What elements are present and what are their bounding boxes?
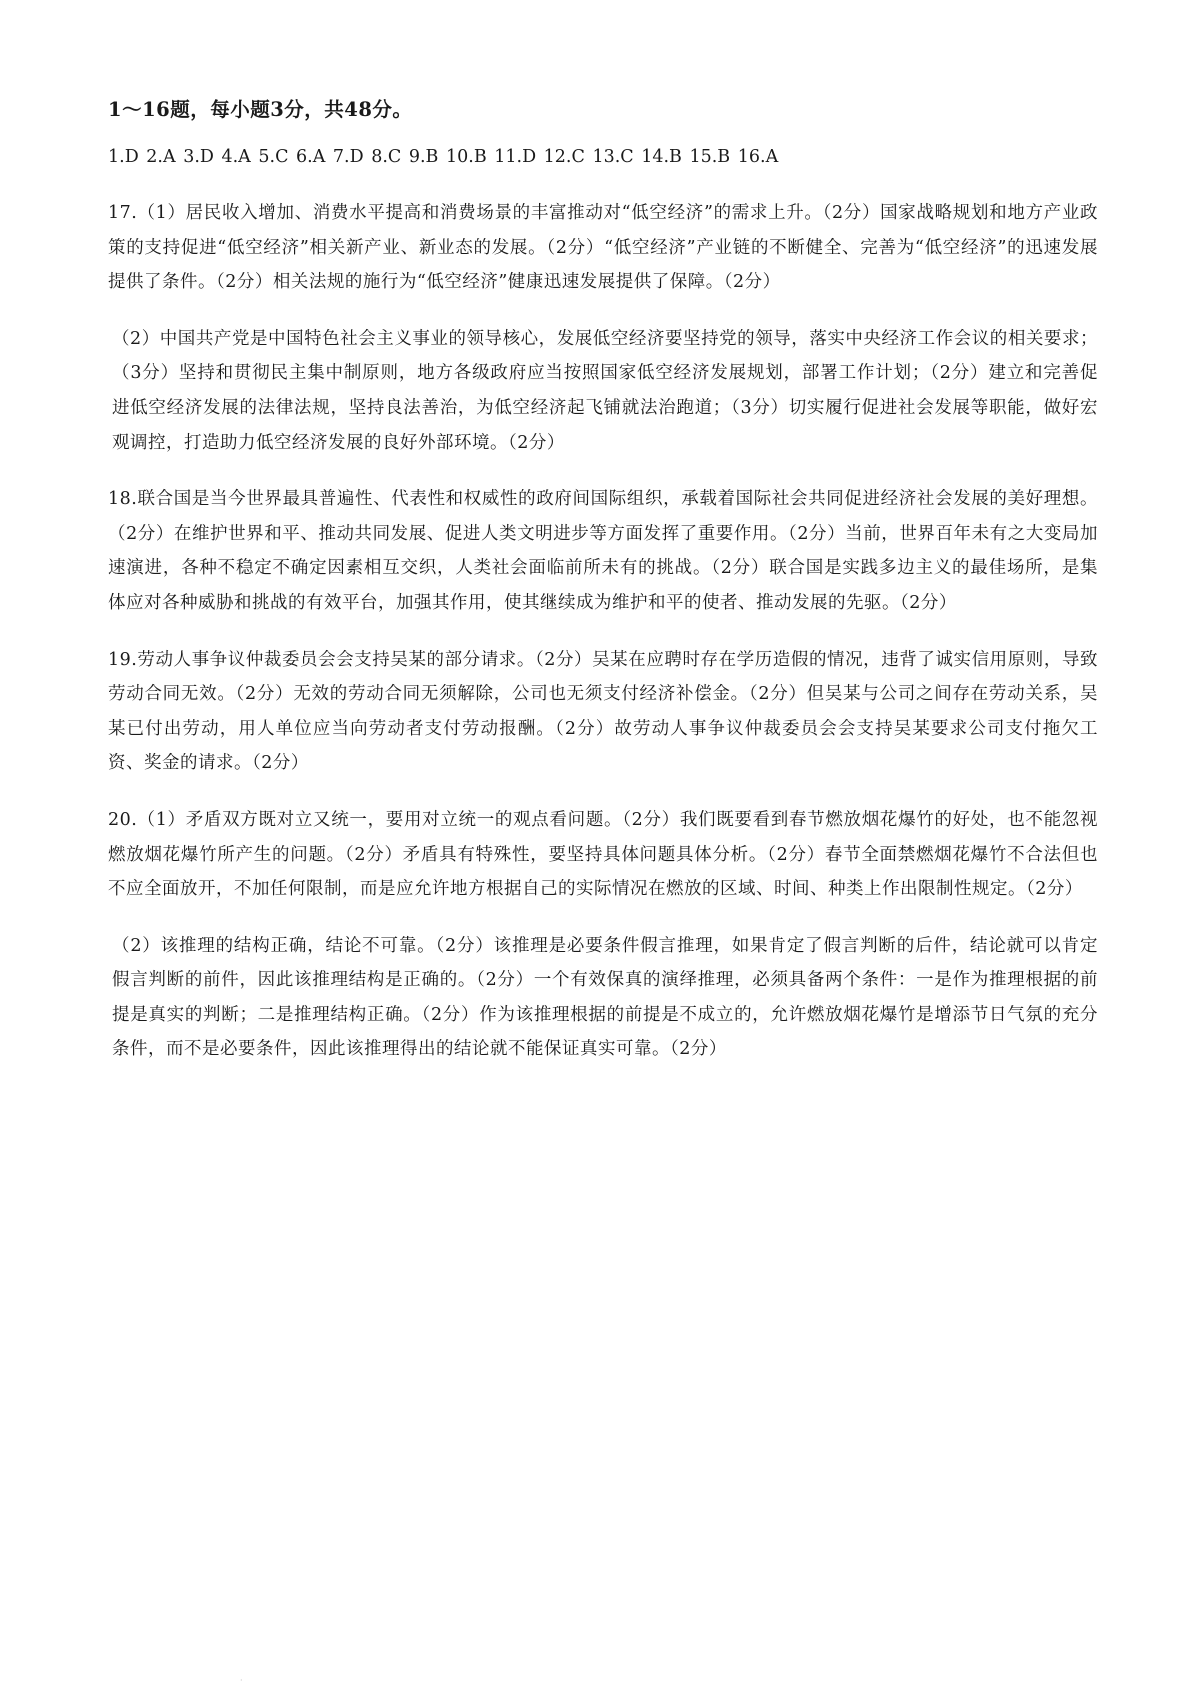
answer-18: 18.联合国是当今世界最具普遍性、代表性和权威性的政府间国际组织，承载着国际社会共同促进经济社会发展的美好理想。（2分）在维护世界和平、推动共同发展、促进人类文明进步等方面发挥了重要作用。（2分）当前，世界百年未有之大变局加速演进，各种不稳定不确定因素相互交织，人类社会面临前所未有的挑战。（2分）联合国是实践多边主义的最佳场所，是集体应对各种威胁和挑战的有效平台，加强其作用，使其继续成为维护和平的使者、推动发展的先驱。（2分） — [108, 489, 1098, 613]
answer-key-document — [108, 92, 1098, 1089]
page-footer-mark: · — [240, 1676, 243, 1685]
multiple-choice-answers: 1.D 2.A 3.D 4.A 5.C 6.A 7.D 8.C 9.B 10.B 11.D 12.C 13.C 14.B 15.B 16.A — [108, 147, 779, 167]
answer-20-part-2: （2）该推理的结构正确，结论不可靠。（2分）该推理是必要条件假言推理，如果肯定了假言判断的后件，结论就可以肯定假言判断的前件，因此该推理结构是正确的。（2分）一个有效保真的演绎推理，必须具备两个条件：一是作为推理根据的前提是真实的判断；二是推理结构正确。（2分）作为该推理根据的前提是不成立的，允许燃放烟花爆竹是增添节日气氛的充分条件，而不是必要条件，因此该推理得出的结论就不能保证真实可靠。（2分） — [112, 935, 1098, 1060]
answer-17-part-1: 17.（1）居民收入增加、消费水平提高和消费场景的丰富推动对“低空经济”的需求上升。（2分）国家战略规划和地方产业政策的支持促进“低空经济”相关新产业、新业态的发展。（2分）“低空经济”产业链的不断健全、完善为“低空经济”的迅速发展提供了条件。（2分）相关法规的施行为“低空经济”健康迅速发展提供了保障。（2分） — [108, 203, 1098, 293]
answer-17-part-2: （2）中国共产党是中国特色社会主义事业的领导核心，发展低空经济要坚持党的领导，落实中央经济工作会议的相关要求；（3分）坚持和贯彻民主集中制原则，地方各级政府应当按照国家低空经济发展规划，部署工作计划；（2分）建立和完善促进低空经济发展的法律法规，坚持良法善治，为低空经济起飞铺就法治跑道；（3分）切实履行促进社会发展等职能，做好宏观调控，打造助力低空经济发展的良好外部环境。（2分） — [112, 328, 1098, 453]
section-heading: 1～16题，每小题3分，共48分。 — [108, 98, 413, 121]
answer-20-part-1: 20.（1）矛盾双方既对立又统一，要用对立统一的观点看问题。（2分）我们既要看到春节燃放烟花爆竹的好处，也不能忽视燃放烟花爆竹所产生的问题。（2分）矛盾具有特殊性，要坚持具体问题具体分析。（2分）春节全面禁燃烟花爆竹不合法但也不应全面放开，不加任何限制，而是应允许地方根据自己的实际情况在燃放的区域、时间、种类上作出限制性规定。（2分） — [108, 809, 1098, 900]
answer-19: 19.劳动人事争议仲裁委员会会支持吴某的部分请求。（2分）吴某在应聘时存在学历造假的情况，违背了诚实信用原则，导致劳动合同无效。（2分）无效的劳动合同无须解除，公司也无须支付经济补偿金。（2分）但吴某与公司之间存在劳动关系，吴某已付出劳动，用人单位应当向劳动者支付劳动报酬。（2分）故劳动人事争议仲裁委员会会支持吴某要求公司支付拖欠工资、奖金的请求。（2分） — [108, 649, 1098, 774]
